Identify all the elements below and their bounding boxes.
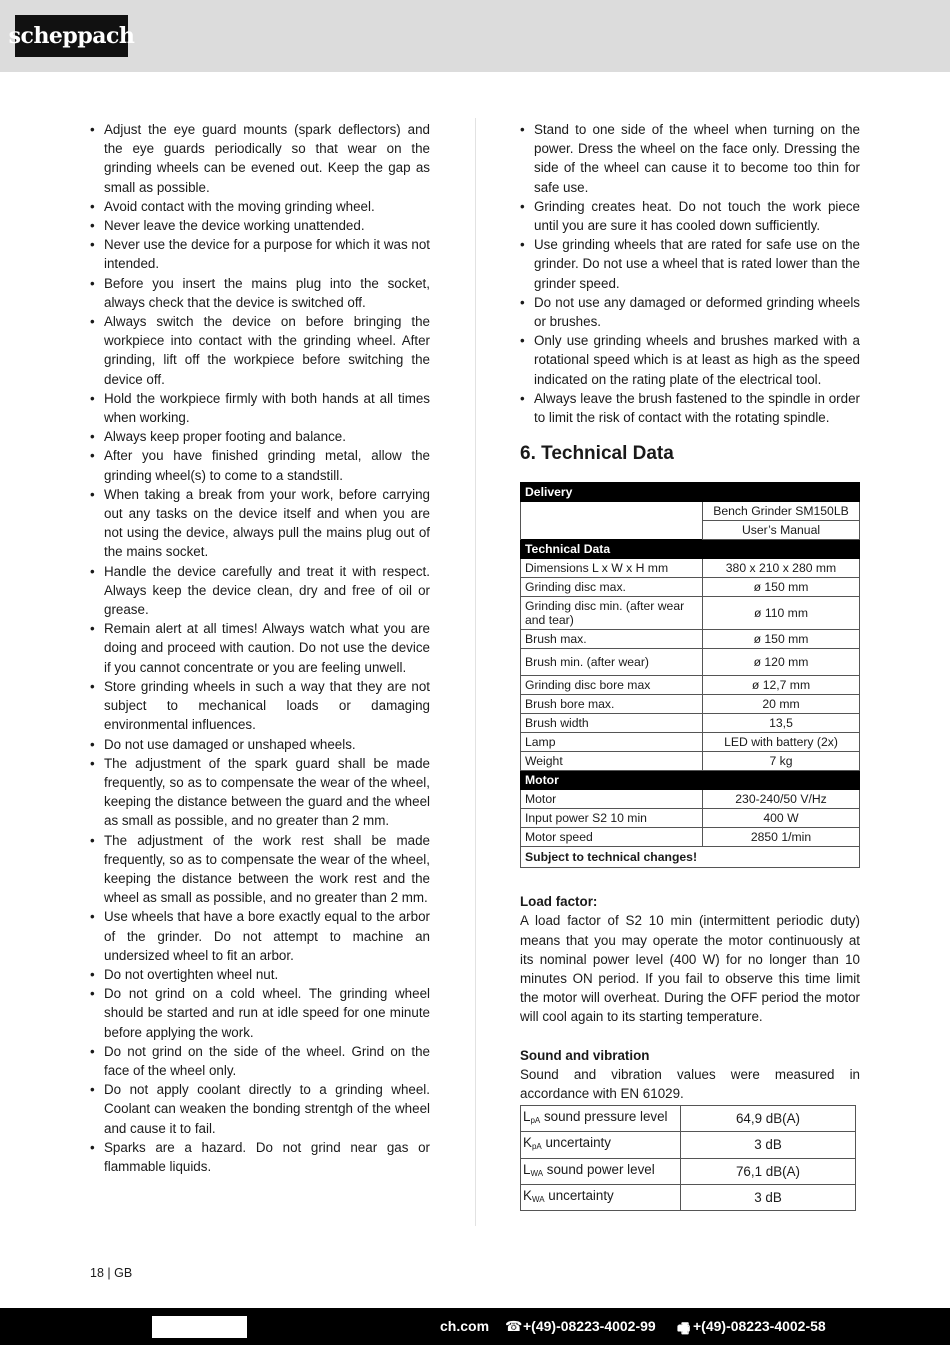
list-item: • Use grinding wheels that are rated for safe use on the grinder. Do not use a wheel that is rated lower than the grinder speed. (520, 235, 860, 293)
technical-data-header: Technical Data (521, 540, 860, 559)
spec-value: ø 110 mm (703, 597, 860, 630)
spec-label: Dimensions L x W x H mm (521, 559, 703, 578)
phone-icon: ☎ (505, 1318, 523, 1334)
spec-label: Weight (521, 752, 703, 771)
list-item: • Avoid contact with the moving grinding wheel. (90, 197, 430, 216)
list-item: • Never use the device for a purpose for which it was not intended. (90, 235, 430, 273)
list-item: • Do not grind on a cold wheel. The grinding wheel should be started and run at idle speed for one minute before applying the work. (90, 984, 430, 1042)
page-number: 18 | GB (90, 1266, 133, 1280)
technical-changes-note: Subject to technical changes! (521, 847, 860, 868)
delivery-item: Bench Grinder SM150LB (703, 502, 860, 521)
table-row (521, 521, 860, 540)
sound-label: $K_{WA}$ uncertainty (521, 1184, 681, 1210)
spec-value: ø 150 mm (703, 630, 860, 649)
table-band-technical-data (521, 540, 860, 559)
table-cell-empty (521, 521, 703, 540)
spec-value: ø 12,7 mm (703, 676, 860, 695)
sound-label: $L_{WA}$ sound power level (521, 1158, 681, 1184)
spec-value: 20 mm (703, 695, 860, 714)
spec-label: Grinding disc max. (521, 578, 703, 597)
sound-value: 3 dB (681, 1132, 856, 1158)
sound-value: 64,9 dB(A) (681, 1106, 856, 1132)
list-item: • Sparks are a hazard. Do not grind near gas or flammable liquids. (90, 1138, 430, 1176)
load-factor-text: A load factor of S2 10 min (intermittent periodic duty) means that you may operate the motor continuously at its nominal power level (400 W) for no longer than 10 minutes ON period. If you fail to observe this time limit the motor will overheat. During the OFF period the motor will cool again to its starting temperature. (520, 913, 860, 1025)
footer-logo-mark (152, 1316, 247, 1338)
spec-label: Motor speed (521, 828, 703, 847)
spec-label: Brush max. (521, 630, 703, 649)
safety-list-right (520, 120, 860, 427)
spec-label: Brush width (521, 714, 703, 733)
table-row (521, 752, 860, 771)
fax-icon: 🖷 (677, 1320, 691, 1336)
load-factor-heading: Load factor: (520, 894, 598, 910)
spec-value: 7 kg (703, 752, 860, 771)
column-divider (475, 118, 476, 1226)
footer-web: ch.com (440, 1318, 490, 1334)
footer-phone: +(49)-08223-4002-99 (523, 1318, 656, 1334)
list-item: • The adjustment of the spark guard shall be made frequently, so as to compensate the wear of the wheel, keeping the distance between the guard and the wheel as small as possible, and no greater than 2 mm. (90, 754, 430, 831)
list-item: • Grinding creates heat. Do not touch the work piece until you are sure it has cooled down sufficiently. (520, 197, 860, 235)
delivery-header: Delivery (521, 483, 860, 502)
sound-value: 76,1 dB(A) (681, 1158, 856, 1184)
list-item: • Do not apply coolant directly to a grinding wheel. Coolant can weaken the bonding strentgh of the wheel and cause it to fail. (90, 1080, 430, 1138)
table-row (521, 790, 860, 809)
sound-heading: Sound and vibration (520, 1047, 650, 1063)
footer-bar (0, 1308, 950, 1345)
list-item: • Adjust the eye guard mounts (spark deflectors) and the eye guards periodically so that wear on the grinding wheels can be evened out. Keep the gap as small as possible. (90, 120, 430, 197)
list-item: • Store grinding wheels in such a way that they are not subject to mechanical loads or damaging environmental influences. (90, 677, 430, 735)
table-row (521, 733, 860, 752)
table-band-motor (521, 771, 860, 790)
list-item: • Do not use any damaged or deformed grinding wheels or brushes. (520, 293, 860, 331)
table-row (521, 1106, 856, 1132)
table-row (521, 1158, 856, 1184)
spec-label: Grinding disc bore max (521, 676, 703, 695)
footer-fax: +(49)-08223-4002-58 (693, 1318, 826, 1334)
list-item: • Before you insert the mains plug into the socket, always check that the device is switched off. (90, 274, 430, 312)
table-row (521, 809, 860, 828)
table-row (521, 502, 860, 521)
spec-value: ø 150 mm (703, 578, 860, 597)
table-cell-empty (521, 502, 703, 521)
sound-table (520, 1105, 856, 1211)
list-item: • Do not grind on the side of the wheel. Grind on the face of the wheel only. (90, 1042, 430, 1080)
list-item: • The adjustment of the work rest shall be made frequently, so as to compensate the wear of the wheel, keeping the distance between the work rest and the wheel as small as possible, and no greater than 2 mm. (90, 831, 430, 908)
sound-label: $L_{pA}$ sound pressure level (521, 1106, 681, 1132)
motor-header: Motor (521, 771, 860, 790)
list-item: • Hold the workpiece firmly with both hands at all times when working. (90, 389, 430, 427)
spec-value: 380 x 210 x 280 mm (703, 559, 860, 578)
delivery-item: User’s Manual (703, 521, 860, 540)
header-band (0, 0, 950, 72)
table-row (521, 1184, 856, 1210)
list-item: • Never leave the device working unattended. (90, 216, 430, 235)
sound-text: Sound and vibration values were measured in accordance with EN 61029. (520, 1066, 860, 1102)
table-row (521, 676, 860, 695)
left-column (90, 120, 430, 1176)
list-item: • Do not overtighten wheel nut. (90, 965, 430, 984)
table-row (521, 847, 860, 868)
spec-label: Motor (521, 790, 703, 809)
list-item: • Always keep proper footing and balance. (90, 427, 430, 446)
table-row (521, 695, 860, 714)
spec-value: ø 120 mm (703, 649, 860, 676)
spec-label: Input power S2 10 min (521, 809, 703, 828)
list-item: • Stand to one side of the wheel when turning on the power. Dress the wheel on the face only. Dressing the side of the wheel can cause it to become too thin for safe use. (520, 120, 860, 197)
list-item: • Always switch the device on before bringing the workpiece into contact with the grinding wheel. After grinding, lift off the workpiece before switching the device off. (90, 312, 430, 389)
brand-logo: scheppach (15, 15, 128, 57)
table-row (521, 1132, 856, 1158)
spec-label: Brush min. (after wear) (521, 649, 703, 676)
list-item: • Always leave the brush fastened to the spindle in order to limit the risk of contact with the rotating spindle. (520, 389, 860, 427)
spec-value: 13,5 (703, 714, 860, 733)
table-row (521, 597, 860, 630)
list-item: • Handle the device carefully and treat it with respect. Always keep the device clean, dry and free of oil or grease. (90, 562, 430, 620)
sound-value: 3 dB (681, 1184, 856, 1210)
list-item: • Use wheels that have a bore exactly equal to the arbor of the grinder. Do not attempt to machine an undersized wheel to fit an arbor. (90, 907, 430, 965)
spec-value: 400 W (703, 809, 860, 828)
right-column (520, 120, 860, 1211)
spec-label: Lamp (521, 733, 703, 752)
table-row (521, 649, 860, 676)
table-row (521, 828, 860, 847)
spec-value: 2850 1/min (703, 828, 860, 847)
spec-value: 230-240/50 V/Hz (703, 790, 860, 809)
list-item: • When taking a break from your work, before carrying out any tasks on the device itself and when you are not using the device, always pull the mains plug out of the mains socket. (90, 485, 430, 562)
list-item: • After you have finished grinding metal, allow the grinding wheel(s) to come to a standstill. (90, 446, 430, 484)
spec-label: Grinding disc min. (after wear and tear) (521, 597, 703, 630)
list-item: • Do not use damaged or unshaped wheels. (90, 735, 430, 754)
spec-label: Brush bore max. (521, 695, 703, 714)
table-row (521, 714, 860, 733)
table-row (521, 578, 860, 597)
safety-list-left (90, 120, 430, 1176)
spec-value: LED with battery (2x) (703, 733, 860, 752)
list-item: • Only use grinding wheels and brushes marked with a rotational speed which is at least as high as the speed indicated on the rating plate of the electrical tool. (520, 331, 860, 389)
table-band-delivery (521, 483, 860, 502)
table-row (521, 630, 860, 649)
table-row (521, 559, 860, 578)
list-item: • Remain alert at all times! Always watch what you are doing and proceed with caution. Do not use the device if you cannot concentrate or you are feeling unwell. (90, 619, 430, 677)
technical-data-table (520, 482, 860, 868)
sound-label: $K_{pA}$ uncertainty (521, 1132, 681, 1158)
section-title-technical-data: 6. Technical Data (520, 443, 674, 465)
